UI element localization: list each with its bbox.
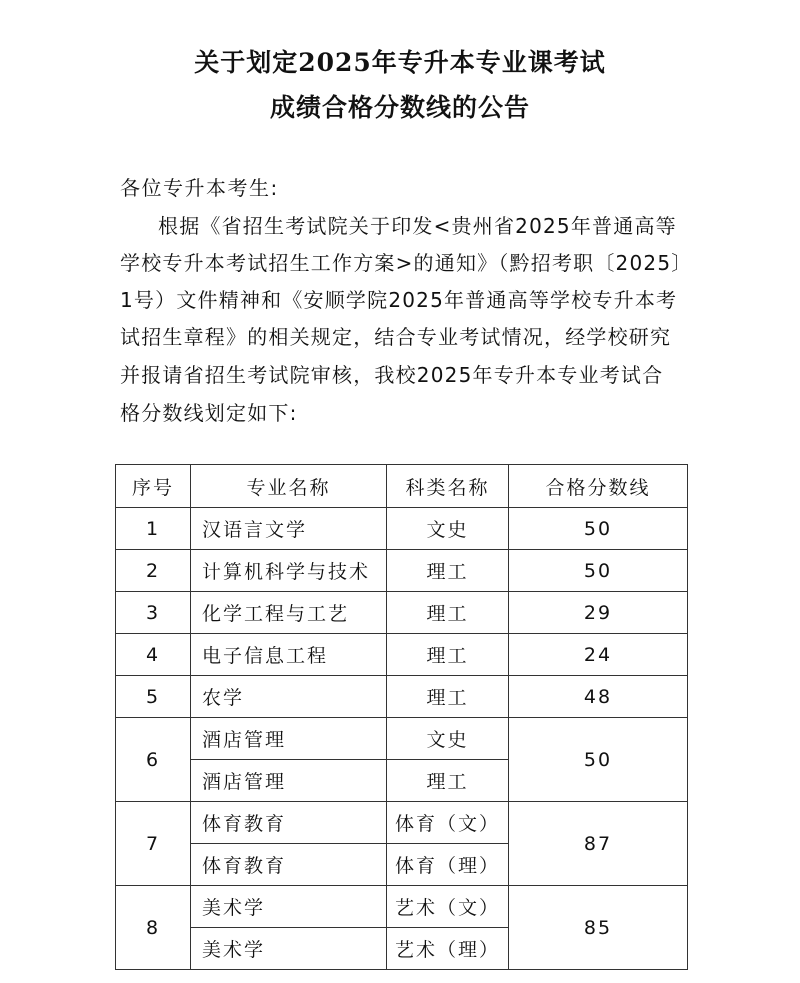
passing-score: 50 <box>509 508 688 550</box>
category-name: 体育（理） <box>387 844 509 886</box>
major-name: 体育教育 <box>191 802 387 844</box>
greeting: 各位专升本考生: <box>120 176 279 200</box>
category-name: 理工 <box>387 676 509 718</box>
table-row <box>116 508 688 550</box>
category-name: 理工 <box>387 592 509 634</box>
table-row <box>116 802 688 844</box>
category-name: 理工 <box>387 634 509 676</box>
category-name: 理工 <box>387 550 509 592</box>
column-header-major: 专业名称 <box>191 465 387 508</box>
row-number: 2 <box>116 550 191 592</box>
passing-score: 50 <box>509 718 688 802</box>
row-number: 1 <box>116 508 191 550</box>
announcement-title-line-1: 关于划定2025年专升本专业课考试 <box>194 48 606 77</box>
row-number: 6 <box>116 718 191 802</box>
table-row <box>116 676 688 718</box>
body-paragraph-line: 格分数线划定如下: <box>120 401 298 425</box>
body-paragraph-line: 并报请省招生考试院审核，我校2025年专升本专业考试合 <box>120 363 664 387</box>
column-header-score: 合格分数线 <box>509 465 688 508</box>
column-header-number: 序号 <box>116 465 191 508</box>
category-name: 文史 <box>387 718 509 760</box>
passing-score: 87 <box>509 802 688 886</box>
major-name: 汉语言文学 <box>191 508 387 550</box>
major-name: 酒店管理 <box>191 760 387 802</box>
table-row <box>116 634 688 676</box>
major-name: 电子信息工程 <box>191 634 387 676</box>
announcement-title-line-2: 成绩合格分数线的公告 <box>269 93 530 122</box>
passing-score: 24 <box>509 634 688 676</box>
body-paragraph-line: 根据《省招生考试院关于印发<贵州省2025年普通高等 <box>158 214 677 238</box>
table-row <box>116 550 688 592</box>
major-name: 酒店管理 <box>191 718 387 760</box>
body-paragraph-line: 学校专升本考试招生工作方案>的通知》（黔招考职〔2025〕 <box>120 251 693 275</box>
category-name: 理工 <box>387 760 509 802</box>
table-row <box>116 886 688 928</box>
row-number: 8 <box>116 886 191 970</box>
passing-score: 50 <box>509 550 688 592</box>
table-row <box>116 592 688 634</box>
row-number: 5 <box>116 676 191 718</box>
body-paragraph-line: 1号）文件精神和《安顺学院2025年普通高等学校专升本考 <box>120 288 678 312</box>
major-name: 计算机科学与技术 <box>191 550 387 592</box>
major-name: 体育教育 <box>191 844 387 886</box>
table-header-row <box>116 465 688 508</box>
category-name: 体育（文） <box>387 802 509 844</box>
passing-score: 48 <box>509 676 688 718</box>
passing-score-table <box>115 464 688 970</box>
category-name: 艺术（文） <box>387 886 509 928</box>
row-number: 4 <box>116 634 191 676</box>
major-name: 美术学 <box>191 928 387 970</box>
category-name: 艺术（理） <box>387 928 509 970</box>
column-header-category: 科类名称 <box>387 465 509 508</box>
row-number: 3 <box>116 592 191 634</box>
major-name: 化学工程与工艺 <box>191 592 387 634</box>
passing-score: 29 <box>509 592 688 634</box>
body-paragraph-line: 试招生章程》的相关规定，结合专业考试情况，经学校研究 <box>120 325 672 349</box>
category-name: 文史 <box>387 508 509 550</box>
major-name: 美术学 <box>191 886 387 928</box>
row-number: 7 <box>116 802 191 886</box>
major-name: 农学 <box>191 676 387 718</box>
passing-score: 85 <box>509 886 688 970</box>
table-row <box>116 718 688 760</box>
